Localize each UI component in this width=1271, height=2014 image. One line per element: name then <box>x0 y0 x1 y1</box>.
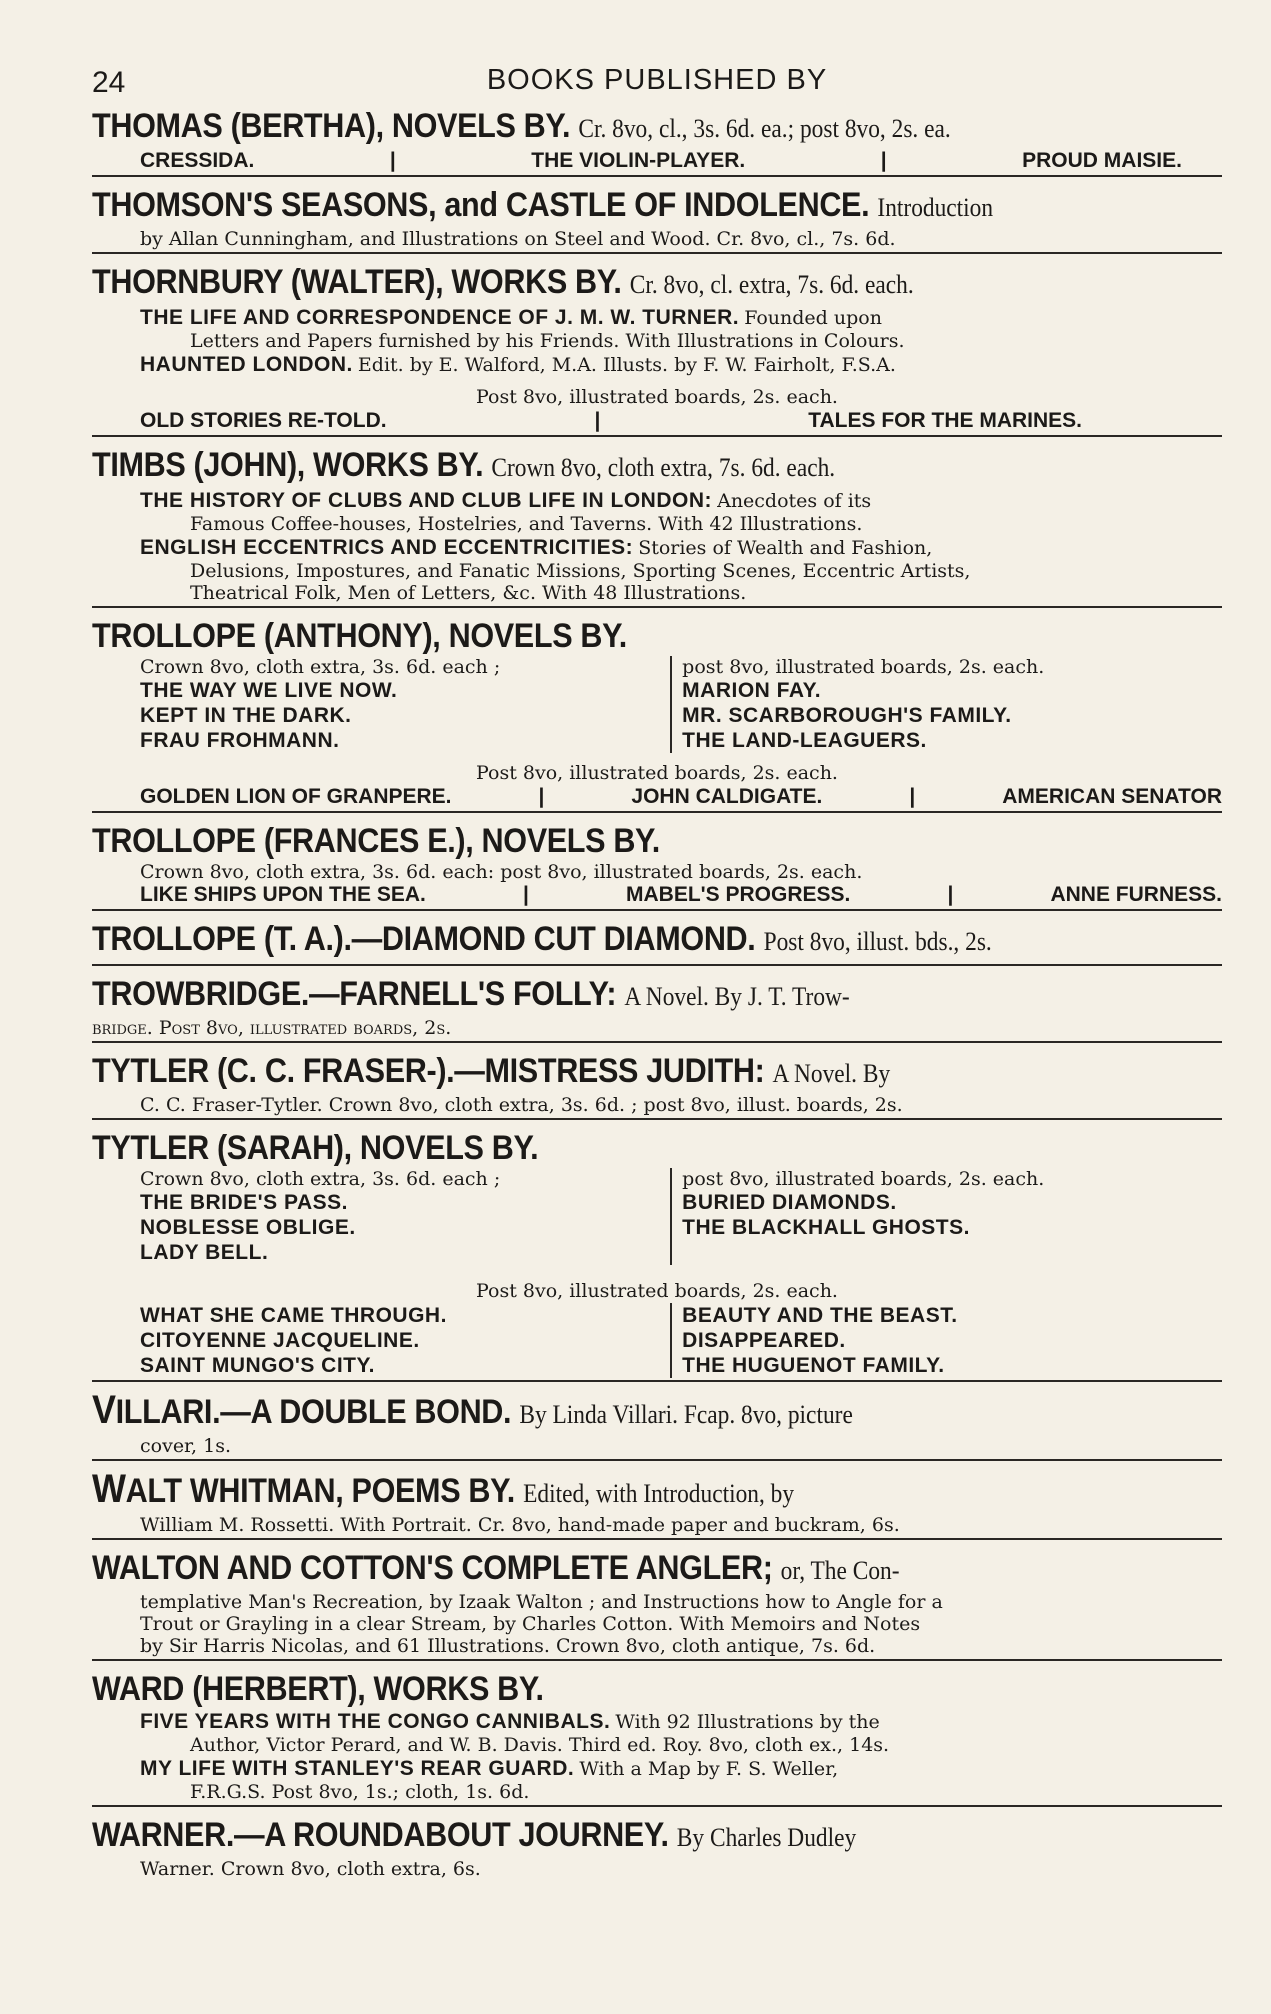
entry-trowbridge <box>92 974 1222 1043</box>
entry-description: Trout or Grayling in a clear Stream, by Charles Cotton. With Memoirs and Notes <box>140 1613 921 1635</box>
entry-walton <box>92 1548 1222 1661</box>
entry-heading: TYTLER (SARAH), NOVELS BY. <box>92 1129 539 1167</box>
title-list <box>92 785 1222 809</box>
book-title: TALES FOR THE MARINES. <box>808 409 1082 432</box>
entry-heading: TYTLER (C. C. FRASER-).—MISTRESS JUDITH: <box>92 1052 765 1090</box>
format-note: Post 8vo, illustrated boards, 2s. each. <box>476 1280 838 1302</box>
entry-heading: WALTON AND COTTON'S COMPLETE ANGLER; <box>92 1549 773 1587</box>
entry-warner <box>92 1815 1222 1882</box>
entry-detail: A Novel. By J. T. Trow- <box>624 982 850 1011</box>
entry-trollope-frances <box>92 821 1222 911</box>
two-column-list <box>92 1168 1222 1265</box>
book-note: Edit. by E. Walford, M.A. Illusts. by F. W. Fairholt, F.S.A. <box>357 354 896 376</box>
book-title: THE HUGUENOT FAMILY. <box>682 1354 945 1377</box>
divider: | <box>538 785 545 808</box>
book-note: Anecdotes of its <box>717 490 872 512</box>
book-title: THE WAY WE LIVE NOW. <box>140 679 398 702</box>
format-note: Crown 8vo, cloth extra, 3s. 6d. each ; <box>140 656 501 678</box>
book-title: WHAT SHE CAME THROUGH. <box>140 1304 447 1327</box>
running-head <box>92 60 1222 106</box>
entry-detail: By Linda Villari. Fcap. 8vo, picture <box>519 1400 853 1429</box>
drop-initial: V <box>92 1388 116 1432</box>
entry-detail: Post 8vo, illust. bds., 2s. <box>763 927 992 956</box>
entry-heading: ILLARI.—A DOUBLE BOND. <box>115 1393 512 1431</box>
book-title: THE VIOLIN-PLAYER. <box>531 149 746 172</box>
book-description: Famous Coffee-houses, Hostelries, and Taverns. With 42 Illustrations. <box>190 513 863 535</box>
entry-detail: Cr. 8vo, cl. extra, 7s. 6d. each. <box>629 270 914 299</box>
entry-heading: THOMSON'S SEASONS, and CASTLE OF INDOLENCE. <box>92 186 870 224</box>
entry-description: cover, 1s. <box>140 1435 232 1457</box>
entry-detail: Introduction <box>877 193 994 222</box>
format-note: post 8vo, illustrated boards, 2s. each. <box>682 1168 1045 1190</box>
entry-heading: TIMBS (JOHN), WORKS BY. <box>92 446 484 484</box>
format-note: Post 8vo, illustrated boards, 2s. each. <box>476 386 838 408</box>
entry-heading: TROWBRIDGE.—FARNELL'S FOLLY: <box>92 975 617 1013</box>
entry-timbs <box>92 445 1222 608</box>
entry-description: bridge. Post 8vo, illustrated boards, 2s. <box>92 1017 452 1039</box>
entry-detail: Crown 8vo, cloth extra, 7s. 6d. each. <box>491 453 836 482</box>
book-description: Theatrical Folk, Men of Letters, &c. With 48 Illustrations. <box>190 582 747 604</box>
book-title: BEAUTY AND THE BEAST. <box>682 1304 958 1327</box>
entry-thornbury <box>92 262 1222 437</box>
book-title: DISAPPEARED. <box>682 1329 846 1352</box>
entry-detail: By Charles Dudley <box>676 1823 857 1852</box>
divider: | <box>947 883 954 906</box>
entry-heading: THORNBURY (WALTER), WORKS BY. <box>92 263 622 301</box>
entry-detail: or, The Con- <box>780 1556 900 1585</box>
entry-tytler-cc <box>92 1051 1222 1120</box>
book-note: Founded upon <box>744 307 882 329</box>
entry-ward <box>92 1669 1222 1807</box>
page-number: 24 <box>92 66 126 99</box>
entry-detail: Edited, with Introduction, by <box>523 1479 795 1508</box>
divider: | <box>594 409 601 432</box>
book-note: Stories of Wealth and Fashion, <box>638 537 933 559</box>
divider: | <box>909 785 916 808</box>
book-title: KEPT IN THE DARK. <box>140 704 352 727</box>
book-title: MABEL'S PROGRESS. <box>626 883 851 906</box>
book-note: With a Map by F. S. Weller, <box>579 1758 839 1780</box>
running-title: BOOKS PUBLISHED BY <box>486 64 828 96</box>
entry-heading: THOMAS (BERTHA), NOVELS BY. <box>92 107 571 145</box>
drop-initial: W <box>92 1467 126 1511</box>
entry-tytler-sarah <box>92 1128 1222 1382</box>
book-title: PROUD MAISIE. <box>1022 149 1182 172</box>
entry-heading: WARD (HERBERT), WORKS BY. <box>92 1670 544 1708</box>
book-description: Letters and Papers furnished by his Friends. With Illustrations in Colours. <box>190 330 905 352</box>
divider: | <box>389 149 396 172</box>
entry-description: William M. Rossetti. With Portrait. Cr. 8vo, hand-made paper and buckram, 6s. <box>140 1514 900 1536</box>
catalogue-page <box>92 60 1222 1890</box>
format-note: Crown 8vo, cloth extra, 3s. 6d. each: post 8vo, illustrated boards, 2s. each. <box>140 861 863 883</box>
divider: | <box>523 883 529 906</box>
book-description: Author, Victor Perard, and W. B. Davis. Third ed. Roy. 8vo, cloth ex., 14s. <box>190 1734 890 1756</box>
book-title: MR. SCARBOROUGH'S FAMILY. <box>682 704 1012 727</box>
book-title: THE BLACKHALL GHOSTS. <box>682 1216 970 1239</box>
two-column-list <box>92 1303 1222 1378</box>
entry-heading: WARNER.—A ROUNDABOUT JOURNEY. <box>92 1816 669 1854</box>
book-title: THE HISTORY OF CLUBS AND CLUB LIFE IN LONDON: <box>140 489 712 512</box>
book-title: ENGLISH ECCENTRICS AND ECCENTRICITIES: <box>140 536 634 559</box>
format-note: Post 8vo, illustrated boards, 2s. each. <box>476 762 838 784</box>
format-note: post 8vo, illustrated boards, 2s. each. <box>682 656 1045 678</box>
book-description: Delusions, Impostures, and Fanatic Missions, Sporting Scenes, Eccentric Artists, <box>190 560 971 582</box>
book-title: JOHN CALDIGATE. <box>631 785 823 808</box>
book-title: THE LIFE AND CORRESPONDENCE OF J. M. W. TURNER. <box>140 306 740 329</box>
entry-description: templative Man's Recreation, by Izaak Walton ; and Instructions how to Angle for a <box>140 1591 943 1613</box>
book-description: F.R.G.S. Post 8vo, 1s.; cloth, 1s. 6d. <box>190 1781 530 1803</box>
entry-description: Warner. Crown 8vo, cloth extra, 6s. <box>140 1858 481 1880</box>
book-title: GOLDEN LION OF GRANPERE. <box>140 785 452 808</box>
title-list <box>92 883 1222 907</box>
book-title: FIVE YEARS WITH THE CONGO CANNIBALS. <box>140 1710 611 1733</box>
book-title: THE LAND-LEAGUERS. <box>682 729 927 752</box>
divider: | <box>880 149 887 172</box>
entry-heading: TROLLOPE (FRANCES E.), NOVELS BY. <box>92 822 660 860</box>
book-title: CRESSIDA. <box>140 149 255 172</box>
book-title: HAUNTED LONDON. <box>140 353 353 376</box>
book-title: FRAU FROHMANN. <box>140 729 340 752</box>
entry-heading: TROLLOPE (ANTHONY), NOVELS BY. <box>92 617 627 655</box>
entry-detail: A Novel. By <box>772 1059 891 1088</box>
book-title: BURIED DIAMONDS. <box>682 1191 897 1214</box>
entry-thomson <box>92 185 1222 254</box>
entry-detail: Cr. 8vo, cl., 3s. 6d. ea.; post 8vo, 2s. ea. <box>578 114 951 143</box>
book-title: AMERICAN SENATOR <box>1002 785 1222 808</box>
format-note: Crown 8vo, cloth extra, 3s. 6d. each ; <box>140 1168 501 1190</box>
title-list <box>92 409 1222 433</box>
book-title: LIKE SHIPS UPON THE SEA. <box>140 883 426 906</box>
entry-description: by Sir Harris Nicolas, and 61 Illustrations. Crown 8vo, cloth antique, 7s. 6d. <box>140 1635 876 1657</box>
entry-heading: TROLLOPE (T. A.).—DIAMOND CUT DIAMOND. <box>92 920 756 958</box>
book-title: SAINT MUNGO'S CITY. <box>140 1354 376 1377</box>
book-title: MARION FAY. <box>682 679 822 702</box>
book-title: NOBLESSE OBLIGE. <box>140 1216 356 1239</box>
book-title: LADY BELL. <box>140 1241 269 1264</box>
title-list <box>92 149 1222 173</box>
book-title: ANNE FURNESS. <box>1050 883 1222 906</box>
entry-description: C. C. Fraser-Tytler. Crown 8vo, cloth extra, 3s. 6d. ; post 8vo, illust. boards, 2s. <box>140 1094 903 1116</box>
book-title: MY LIFE WITH STANLEY'S REAR GUARD. <box>140 1757 575 1780</box>
entry-description: by Allan Cunningham, and Illustrations on Steel and Wood. Cr. 8vo, cl., 7s. 6d. <box>140 228 896 250</box>
book-title: THE BRIDE'S PASS. <box>140 1191 348 1214</box>
entry-heading: ALT WHITMAN, POEMS BY. <box>125 1472 515 1510</box>
entry-whitman <box>92 1469 1222 1540</box>
entry-villari <box>92 1390 1222 1461</box>
entry-trollope-anthony <box>92 616 1222 813</box>
book-title: CITOYENNE JACQUELINE. <box>140 1329 420 1352</box>
book-title: OLD STORIES RE-TOLD. <box>140 409 387 432</box>
book-note: With 92 Illustrations by the <box>615 1711 880 1733</box>
two-column-list <box>92 656 1222 753</box>
entry-thomas <box>92 106 1222 177</box>
entry-trollope-ta <box>92 919 1222 966</box>
